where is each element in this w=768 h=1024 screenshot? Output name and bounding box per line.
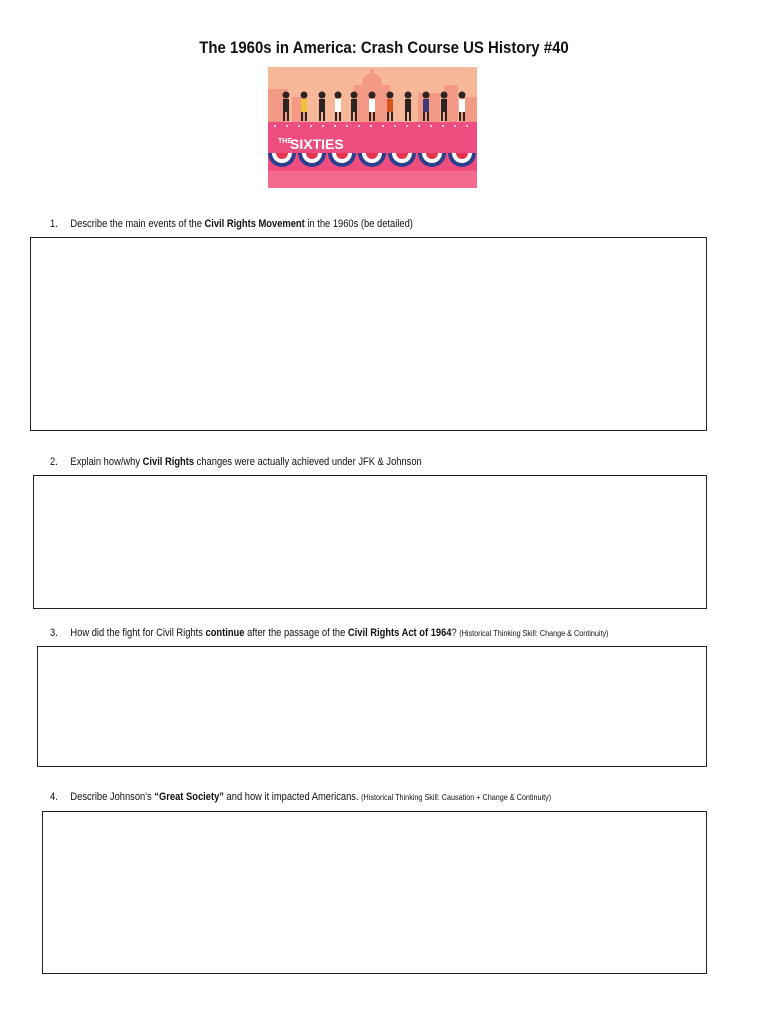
banner-logo-large: SIXTIES <box>290 136 344 152</box>
answer-box-1[interactable] <box>30 237 707 431</box>
question-3: 3. How did the fight for Civil Rights continue after the passage of the Civil Rights Act of 1964? (Historical Thinking Skill: Change & Continuity) <box>50 627 609 639</box>
question-4: 4. Describe Johnson's “Great Society” and how it impacted Americans. (Historical Thinking Skill: Causation + Change & Continuity) <box>50 791 552 803</box>
answer-box-4[interactable] <box>42 811 707 974</box>
answer-box-3[interactable] <box>37 646 707 767</box>
banner-logo-small: THE <box>278 138 292 145</box>
question-number: 1. <box>50 218 58 230</box>
question-number: 2. <box>50 456 58 468</box>
thinking-skill-note: (Historical Thinking Skill: Change & Continuity) <box>459 628 609 638</box>
page-title: The 1960s in America: Crash Course US History #40 <box>199 38 569 57</box>
sixties-banner-image <box>268 67 477 188</box>
banner-illustration <box>268 67 477 188</box>
question-1: 1. Describe the main events of the Civil Rights Movement in the 1960s (be detailed) <box>50 218 413 230</box>
thinking-skill-note: (Historical Thinking Skill: Causation + Change & Continuity) <box>361 792 552 802</box>
question-number: 3. <box>50 627 58 639</box>
answer-box-2[interactable] <box>33 475 707 609</box>
question-2: 2. Explain how/why Civil Rights changes were actually achieved under JFK & Johnson <box>50 456 422 468</box>
question-number: 4. <box>50 791 58 803</box>
